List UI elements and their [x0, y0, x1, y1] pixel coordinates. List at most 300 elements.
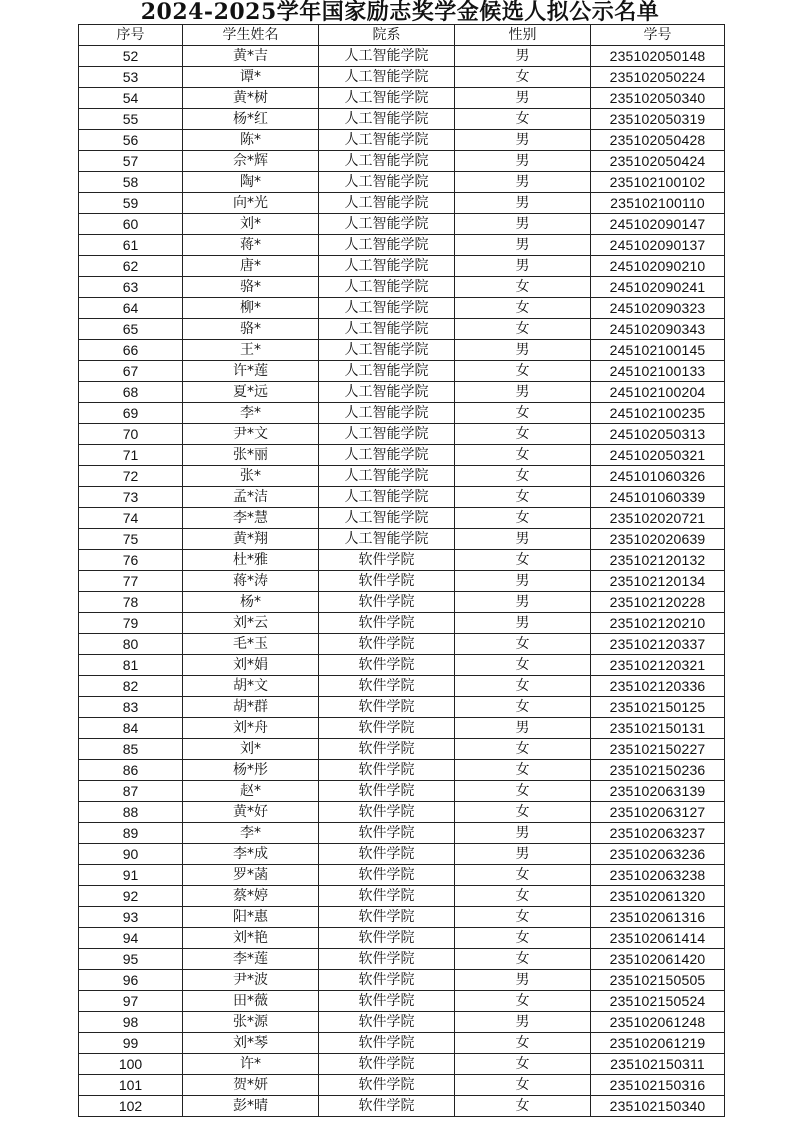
column-header-student-name: 学生姓名 [183, 25, 319, 46]
cell-student-name: 孟*洁 [183, 487, 319, 508]
cell-student-name: 陶* [183, 172, 319, 193]
cell-student-name: 胡*群 [183, 697, 319, 718]
cell-student-name: 李*莲 [183, 949, 319, 970]
cell-student-name: 许* [183, 1054, 319, 1075]
cell-gender: 女 [455, 298, 591, 319]
cell-department: 软件学院 [319, 823, 455, 844]
cell-index: 73 [79, 487, 183, 508]
cell-student-id: 235102061248 [591, 1012, 725, 1033]
cell-index: 77 [79, 571, 183, 592]
table-row [79, 403, 725, 424]
cell-department: 人工智能学院 [319, 109, 455, 130]
cell-department: 人工智能学院 [319, 256, 455, 277]
column-header-department: 院系 [319, 25, 455, 46]
cell-index: 75 [79, 529, 183, 550]
table-row [79, 823, 725, 844]
cell-student-id: 235102100110 [591, 193, 725, 214]
table-row [79, 340, 725, 361]
cell-student-id: 235102050148 [591, 46, 725, 67]
cell-student-name: 刘*舟 [183, 718, 319, 739]
cell-gender: 男 [455, 88, 591, 109]
cell-student-id: 235102050319 [591, 109, 725, 130]
cell-gender: 男 [455, 151, 591, 172]
cell-index: 65 [79, 319, 183, 340]
table-row [79, 1012, 725, 1033]
cell-student-id: 235102120210 [591, 613, 725, 634]
cell-student-id: 235102150524 [591, 991, 725, 1012]
cell-student-id: 235102050340 [591, 88, 725, 109]
cell-department: 人工智能学院 [319, 361, 455, 382]
cell-index: 88 [79, 802, 183, 823]
cell-index: 52 [79, 46, 183, 67]
cell-gender: 女 [455, 109, 591, 130]
cell-department: 人工智能学院 [319, 445, 455, 466]
cell-department: 软件学院 [319, 886, 455, 907]
cell-index: 60 [79, 214, 183, 235]
table-row [79, 382, 725, 403]
cell-gender: 女 [455, 487, 591, 508]
cell-index: 67 [79, 361, 183, 382]
cell-student-id: 245102100133 [591, 361, 725, 382]
cell-student-id: 235102150340 [591, 1096, 725, 1117]
table-row [79, 88, 725, 109]
table-row [79, 844, 725, 865]
table-row [79, 1075, 725, 1096]
cell-student-id: 235102061414 [591, 928, 725, 949]
cell-department: 软件学院 [319, 592, 455, 613]
cell-department: 软件学院 [319, 634, 455, 655]
cell-department: 人工智能学院 [319, 466, 455, 487]
cell-index: 90 [79, 844, 183, 865]
cell-student-id: 235102063237 [591, 823, 725, 844]
table-row [79, 46, 725, 67]
table-row [79, 277, 725, 298]
cell-gender: 女 [455, 1033, 591, 1054]
cell-index: 54 [79, 88, 183, 109]
cell-student-id: 245102090343 [591, 319, 725, 340]
cell-gender: 男 [455, 529, 591, 550]
cell-student-name: 胡*文 [183, 676, 319, 697]
cell-student-name: 张* [183, 466, 319, 487]
cell-student-name: 彭*晴 [183, 1096, 319, 1117]
cell-student-id: 235102150236 [591, 760, 725, 781]
table-row [79, 886, 725, 907]
cell-student-id: 235102061316 [591, 907, 725, 928]
cell-student-id: 235102150125 [591, 697, 725, 718]
cell-index: 64 [79, 298, 183, 319]
table-row [79, 739, 725, 760]
table-row [79, 781, 725, 802]
cell-index: 85 [79, 739, 183, 760]
table-row [79, 634, 725, 655]
cell-department: 软件学院 [319, 781, 455, 802]
cell-department: 软件学院 [319, 1096, 455, 1117]
cell-student-id: 235102150505 [591, 970, 725, 991]
cell-index: 61 [79, 235, 183, 256]
table-row [79, 550, 725, 571]
cell-student-id: 245102090241 [591, 277, 725, 298]
cell-department: 人工智能学院 [319, 193, 455, 214]
cell-department: 软件学院 [319, 550, 455, 571]
table-row [79, 991, 725, 1012]
cell-student-id: 235102150316 [591, 1075, 725, 1096]
cell-student-name: 谭* [183, 67, 319, 88]
cell-student-name: 夏*远 [183, 382, 319, 403]
cell-index: 86 [79, 760, 183, 781]
cell-gender: 女 [455, 361, 591, 382]
table-row [79, 214, 725, 235]
cell-gender: 女 [455, 445, 591, 466]
cell-gender: 女 [455, 1096, 591, 1117]
table-row [79, 193, 725, 214]
table-body [79, 46, 725, 1117]
cell-department: 软件学院 [319, 802, 455, 823]
cell-department: 人工智能学院 [319, 319, 455, 340]
table-row [79, 298, 725, 319]
cell-gender: 男 [455, 130, 591, 151]
column-header-gender: 性别 [455, 25, 591, 46]
cell-student-id: 245102100235 [591, 403, 725, 424]
table-row [79, 697, 725, 718]
cell-department: 软件学院 [319, 928, 455, 949]
cell-gender: 女 [455, 1075, 591, 1096]
cell-department: 人工智能学院 [319, 235, 455, 256]
cell-gender: 男 [455, 571, 591, 592]
cell-index: 62 [79, 256, 183, 277]
cell-department: 人工智能学院 [319, 424, 455, 445]
cell-student-id: 235102063238 [591, 865, 725, 886]
cell-department: 软件学院 [319, 1012, 455, 1033]
cell-student-name: 唐* [183, 256, 319, 277]
cell-department: 人工智能学院 [319, 277, 455, 298]
cell-department: 软件学院 [319, 676, 455, 697]
cell-student-name: 毛*玉 [183, 634, 319, 655]
cell-student-name: 骆* [183, 319, 319, 340]
table-row [79, 67, 725, 88]
cell-index: 53 [79, 67, 183, 88]
cell-student-name: 骆* [183, 277, 319, 298]
cell-student-id: 245102050313 [591, 424, 725, 445]
cell-gender: 女 [455, 277, 591, 298]
cell-index: 98 [79, 1012, 183, 1033]
cell-gender: 女 [455, 634, 591, 655]
cell-department: 人工智能学院 [319, 298, 455, 319]
cell-index: 83 [79, 697, 183, 718]
table-row [79, 760, 725, 781]
cell-gender: 女 [455, 865, 591, 886]
table-row [79, 256, 725, 277]
cell-department: 人工智能学院 [319, 67, 455, 88]
cell-student-name: 杜*雅 [183, 550, 319, 571]
table-row [79, 151, 725, 172]
cell-student-id: 235102061320 [591, 886, 725, 907]
cell-gender: 男 [455, 193, 591, 214]
cell-index: 70 [79, 424, 183, 445]
cell-student-name: 罗*菡 [183, 865, 319, 886]
cell-gender: 女 [455, 403, 591, 424]
cell-student-name: 刘*琴 [183, 1033, 319, 1054]
cell-index: 82 [79, 676, 183, 697]
cell-student-name: 李* [183, 403, 319, 424]
cell-student-name: 李*成 [183, 844, 319, 865]
table-row [79, 1096, 725, 1117]
cell-student-id: 235102020639 [591, 529, 725, 550]
cell-department: 软件学院 [319, 760, 455, 781]
cell-index: 59 [79, 193, 183, 214]
candidate-table [78, 24, 725, 1117]
table-row [79, 487, 725, 508]
table-header [79, 25, 725, 46]
cell-student-id: 235102120336 [591, 676, 725, 697]
cell-department: 人工智能学院 [319, 130, 455, 151]
cell-gender: 男 [455, 844, 591, 865]
cell-student-name: 刘*娟 [183, 655, 319, 676]
table-row [79, 466, 725, 487]
cell-department: 软件学院 [319, 1033, 455, 1054]
cell-student-id: 245102090147 [591, 214, 725, 235]
cell-index: 84 [79, 718, 183, 739]
cell-index: 63 [79, 277, 183, 298]
cell-department: 人工智能学院 [319, 151, 455, 172]
cell-index: 95 [79, 949, 183, 970]
cell-index: 97 [79, 991, 183, 1012]
cell-index: 68 [79, 382, 183, 403]
cell-student-name: 蒋*涛 [183, 571, 319, 592]
cell-gender: 男 [455, 172, 591, 193]
cell-gender: 女 [455, 655, 591, 676]
cell-index: 94 [79, 928, 183, 949]
cell-student-id: 245102090323 [591, 298, 725, 319]
cell-student-name: 李*慧 [183, 508, 319, 529]
cell-student-name: 赵* [183, 781, 319, 802]
cell-department: 软件学院 [319, 571, 455, 592]
cell-student-name: 蔡*婷 [183, 886, 319, 907]
cell-gender: 男 [455, 256, 591, 277]
cell-index: 92 [79, 886, 183, 907]
cell-department: 软件学院 [319, 718, 455, 739]
cell-department: 人工智能学院 [319, 382, 455, 403]
cell-gender: 女 [455, 781, 591, 802]
table-row [79, 361, 725, 382]
cell-student-name: 杨*彤 [183, 760, 319, 781]
cell-student-name: 张*丽 [183, 445, 319, 466]
cell-student-id: 235102150311 [591, 1054, 725, 1075]
cell-gender: 女 [455, 802, 591, 823]
table-row [79, 865, 725, 886]
cell-student-id: 235102063236 [591, 844, 725, 865]
cell-index: 56 [79, 130, 183, 151]
cell-department: 人工智能学院 [319, 529, 455, 550]
cell-index: 99 [79, 1033, 183, 1054]
cell-student-id: 235102020721 [591, 508, 725, 529]
table-row [79, 319, 725, 340]
table-row [79, 130, 725, 151]
cell-gender: 女 [455, 991, 591, 1012]
cell-student-id: 235102061219 [591, 1033, 725, 1054]
cell-department: 人工智能学院 [319, 403, 455, 424]
cell-department: 软件学院 [319, 697, 455, 718]
table-row [79, 655, 725, 676]
cell-index: 55 [79, 109, 183, 130]
cell-gender: 男 [455, 823, 591, 844]
cell-gender: 女 [455, 67, 591, 88]
column-header-student-id: 学号 [591, 25, 725, 46]
cell-department: 人工智能学院 [319, 214, 455, 235]
table-row [79, 508, 725, 529]
cell-department: 软件学院 [319, 970, 455, 991]
table-row [79, 907, 725, 928]
cell-student-id: 235102120228 [591, 592, 725, 613]
cell-gender: 女 [455, 928, 591, 949]
table-row [79, 109, 725, 130]
cell-student-name: 许*莲 [183, 361, 319, 382]
cell-student-name: 王* [183, 340, 319, 361]
cell-department: 软件学院 [319, 655, 455, 676]
cell-student-id: 245102090210 [591, 256, 725, 277]
cell-student-name: 李* [183, 823, 319, 844]
cell-student-id: 245102050321 [591, 445, 725, 466]
cell-gender: 男 [455, 340, 591, 361]
cell-student-name: 刘* [183, 214, 319, 235]
cell-student-name: 佘*辉 [183, 151, 319, 172]
cell-student-name: 向*光 [183, 193, 319, 214]
cell-student-id: 245102100204 [591, 382, 725, 403]
cell-student-name: 贺*妍 [183, 1075, 319, 1096]
table-row [79, 613, 725, 634]
table-row [79, 928, 725, 949]
cell-index: 66 [79, 340, 183, 361]
cell-gender: 男 [455, 235, 591, 256]
cell-index: 58 [79, 172, 183, 193]
cell-student-id: 235102050428 [591, 130, 725, 151]
cell-student-id: 235102050424 [591, 151, 725, 172]
cell-gender: 女 [455, 949, 591, 970]
cell-student-name: 柳* [183, 298, 319, 319]
cell-student-id: 235102120132 [591, 550, 725, 571]
cell-student-name: 黄*树 [183, 88, 319, 109]
cell-student-name: 刘* [183, 739, 319, 760]
cell-index: 79 [79, 613, 183, 634]
cell-student-id: 235102120134 [591, 571, 725, 592]
cell-gender: 女 [455, 739, 591, 760]
cell-student-name: 田*薇 [183, 991, 319, 1012]
cell-student-id: 245102090137 [591, 235, 725, 256]
table-row [79, 970, 725, 991]
cell-gender: 男 [455, 970, 591, 991]
cell-department: 人工智能学院 [319, 172, 455, 193]
cell-student-id: 235102061420 [591, 949, 725, 970]
table-row [79, 529, 725, 550]
table-row [79, 949, 725, 970]
cell-gender: 女 [455, 697, 591, 718]
cell-department: 人工智能学院 [319, 88, 455, 109]
cell-student-name: 尹*文 [183, 424, 319, 445]
cell-student-id: 235102063139 [591, 781, 725, 802]
cell-gender: 女 [455, 886, 591, 907]
cell-department: 软件学院 [319, 613, 455, 634]
cell-student-id: 235102150131 [591, 718, 725, 739]
table-row [79, 172, 725, 193]
cell-index: 101 [79, 1075, 183, 1096]
cell-gender: 女 [455, 676, 591, 697]
cell-index: 78 [79, 592, 183, 613]
cell-student-name: 黄*吉 [183, 46, 319, 67]
cell-student-id: 235102120337 [591, 634, 725, 655]
cell-student-name: 陈* [183, 130, 319, 151]
cell-gender: 女 [455, 550, 591, 571]
cell-gender: 女 [455, 1054, 591, 1075]
cell-gender: 男 [455, 718, 591, 739]
page-title: 2024-2025学年国家励志奖学金候选人拟公示名单 [140, 0, 660, 24]
cell-gender: 男 [455, 613, 591, 634]
cell-student-name: 杨* [183, 592, 319, 613]
cell-student-name: 黄*翔 [183, 529, 319, 550]
cell-index: 93 [79, 907, 183, 928]
cell-department: 人工智能学院 [319, 508, 455, 529]
cell-index: 72 [79, 466, 183, 487]
cell-department: 软件学院 [319, 949, 455, 970]
cell-department: 软件学院 [319, 907, 455, 928]
cell-student-name: 蒋* [183, 235, 319, 256]
cell-student-name: 阳*惠 [183, 907, 319, 928]
cell-index: 71 [79, 445, 183, 466]
table-row [79, 235, 725, 256]
cell-student-name: 刘*艳 [183, 928, 319, 949]
cell-index: 100 [79, 1054, 183, 1075]
cell-index: 81 [79, 655, 183, 676]
cell-student-id: 235102063127 [591, 802, 725, 823]
cell-gender: 男 [455, 214, 591, 235]
cell-gender: 女 [455, 907, 591, 928]
cell-student-id: 245102100145 [591, 340, 725, 361]
cell-student-name: 尹*波 [183, 970, 319, 991]
cell-index: 96 [79, 970, 183, 991]
cell-index: 87 [79, 781, 183, 802]
cell-index: 80 [79, 634, 183, 655]
cell-index: 74 [79, 508, 183, 529]
table-row [79, 571, 725, 592]
cell-department: 软件学院 [319, 844, 455, 865]
cell-department: 人工智能学院 [319, 46, 455, 67]
cell-index: 69 [79, 403, 183, 424]
table-row [79, 592, 725, 613]
cell-student-id: 235102150227 [591, 739, 725, 760]
cell-gender: 女 [455, 466, 591, 487]
cell-student-name: 黄*好 [183, 802, 319, 823]
cell-index: 76 [79, 550, 183, 571]
table-row [79, 1054, 725, 1075]
cell-department: 软件学院 [319, 991, 455, 1012]
cell-department: 软件学院 [319, 1075, 455, 1096]
table-row [79, 676, 725, 697]
cell-index: 57 [79, 151, 183, 172]
cell-department: 人工智能学院 [319, 340, 455, 361]
table-row [79, 1033, 725, 1054]
cell-student-id: 235102120321 [591, 655, 725, 676]
cell-student-name: 张*源 [183, 1012, 319, 1033]
header-row [79, 25, 725, 46]
cell-gender: 女 [455, 319, 591, 340]
cell-student-name: 刘*云 [183, 613, 319, 634]
cell-gender: 男 [455, 382, 591, 403]
cell-student-id: 245101060326 [591, 466, 725, 487]
cell-gender: 男 [455, 1012, 591, 1033]
cell-department: 软件学院 [319, 1054, 455, 1075]
cell-gender: 女 [455, 508, 591, 529]
cell-department: 人工智能学院 [319, 487, 455, 508]
cell-gender: 男 [455, 46, 591, 67]
table-row [79, 718, 725, 739]
